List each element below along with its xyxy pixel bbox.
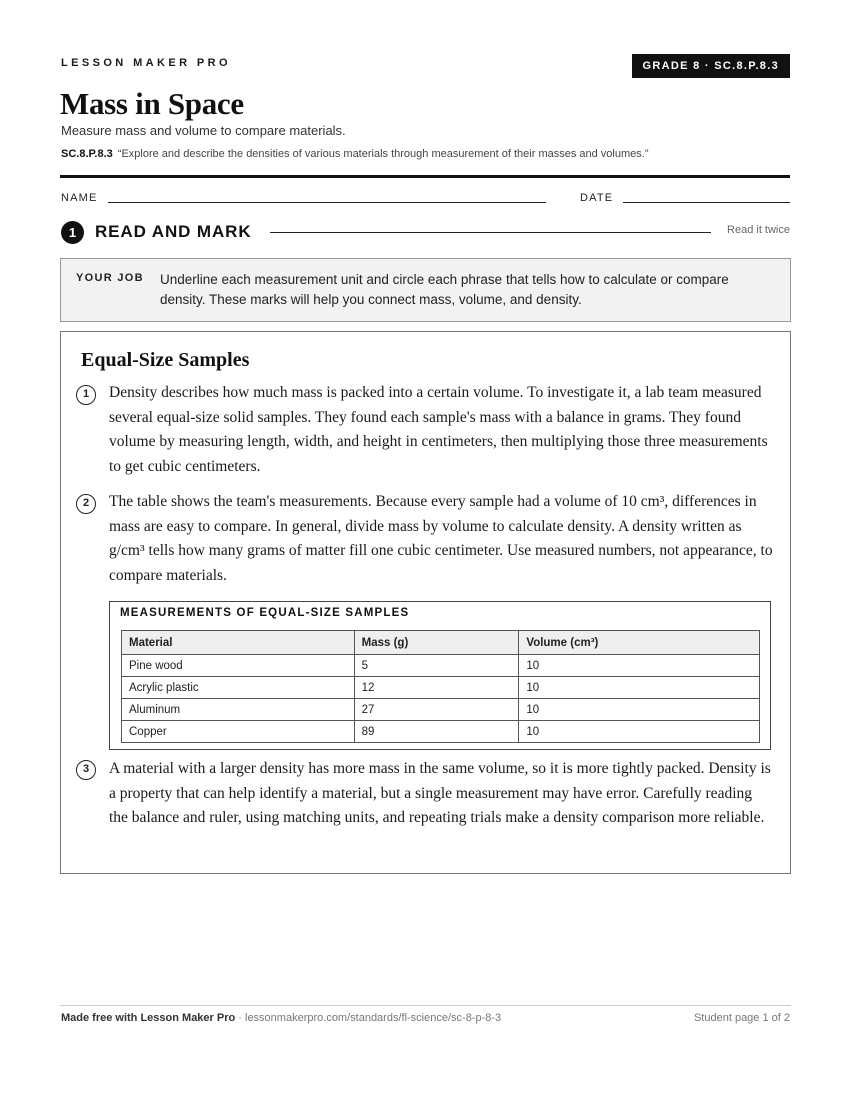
standard-text: “Explore and describe the densities of various materials through measurement of their masses and volumes.” — [117, 148, 649, 160]
footer-url[interactable]: lessonmakerpro.com/standards/fl-science/sc-8-p-8-3 — [245, 1012, 502, 1024]
your-job-label: YOUR JOB — [76, 272, 144, 284]
table-cell: Copper — [122, 721, 355, 743]
footer-made-with: Made free with Lesson Maker Pro — [61, 1012, 236, 1024]
footer-separator: · — [235, 1012, 245, 1024]
table-cell: Acrylic plastic — [122, 677, 355, 699]
paragraph-number-3: 3 — [76, 760, 96, 780]
reading-title: Equal-Size Samples — [81, 349, 250, 371]
footer-credit — [61, 1012, 501, 1024]
table-cell: 27 — [354, 699, 519, 721]
table-cell: 10 — [519, 721, 760, 743]
table-row — [122, 699, 760, 721]
name-field[interactable] — [108, 202, 546, 203]
measurements-table-box — [109, 601, 771, 750]
table-cell: 89 — [354, 721, 519, 743]
your-job-text: Underline each measurement unit and circle each phrase that tells how to calculate or compare density. These marks will help you connect mass, volume, and density. — [160, 272, 729, 307]
table-row — [122, 721, 760, 743]
section-divider — [270, 232, 711, 233]
paragraph-1: Density describes how much mass is packed into a certain volume. To investigate it, a lab team measured several equal-size solid samples. They found each sample's mass with a balance in grams. They found volume by measuring length, width, and height in centimeters, then multiplying those three measurements to get cubic centimeters. — [109, 384, 768, 475]
paragraph-3: A material with a larger density has more mass in the same volume, so it is more tightly packed. Density is a property that can help identify a material, but a single measurement may have error. Carefully reading the balance and ruler, using matching units, and repeating trials make a density comparison more reliable. — [109, 760, 771, 827]
date-label: DATE — [580, 192, 614, 204]
section-number-badge: 1 — [61, 221, 84, 244]
column-header-material: Material — [122, 631, 355, 655]
paragraph-2: The table shows the team's measurements. Because every sample had a volume of 10 cm³, differences in mass are easy to compare. In general, divide mass by volume to calculate density. A density written as g/cm³ tells how many grams of matter fill one cubic centimeter. Use measured numbers, not appearance, to compare materials. — [109, 493, 773, 584]
table-cell: 10 — [519, 699, 760, 721]
name-label: NAME — [61, 192, 98, 204]
table-cell: Aluminum — [122, 699, 355, 721]
your-job-box — [60, 258, 791, 322]
page-title: Mass in Space — [60, 86, 244, 121]
grade-badge: GRADE 8 · SC.8.P.8.3 — [632, 54, 790, 78]
standard-code: SC.8.P.8.3 — [61, 148, 113, 160]
table-header-row — [122, 631, 760, 655]
paragraph-number-1: 1 — [76, 385, 96, 405]
table-caption: MEASUREMENTS OF EQUAL-SIZE SAMPLES — [120, 607, 410, 619]
table-cell: 10 — [519, 677, 760, 699]
standard-line — [61, 148, 648, 160]
table-cell: 12 — [354, 677, 519, 699]
table-cell: Pine wood — [122, 655, 355, 677]
footer-divider — [60, 1005, 791, 1006]
footer-page-number: Student page 1 of 2 — [693, 1012, 790, 1024]
column-header-mass: Mass (g) — [354, 631, 519, 655]
page-subtitle: Measure mass and volume to compare materials. — [61, 123, 346, 138]
section-title: READ AND MARK — [95, 222, 252, 241]
header-divider — [60, 175, 790, 178]
date-field[interactable] — [623, 202, 790, 203]
paragraph-number-2: 2 — [76, 494, 96, 514]
table-cell: 10 — [519, 655, 760, 677]
column-header-volume: Volume (cm³) — [519, 631, 760, 655]
table-row — [122, 677, 760, 699]
reading-passage — [60, 331, 791, 874]
table-row — [122, 655, 760, 677]
section-note: Read it twice — [727, 224, 790, 236]
table-cell: 5 — [354, 655, 519, 677]
measurements-table — [121, 630, 760, 743]
brand-name: LESSON MAKER PRO — [61, 57, 231, 69]
